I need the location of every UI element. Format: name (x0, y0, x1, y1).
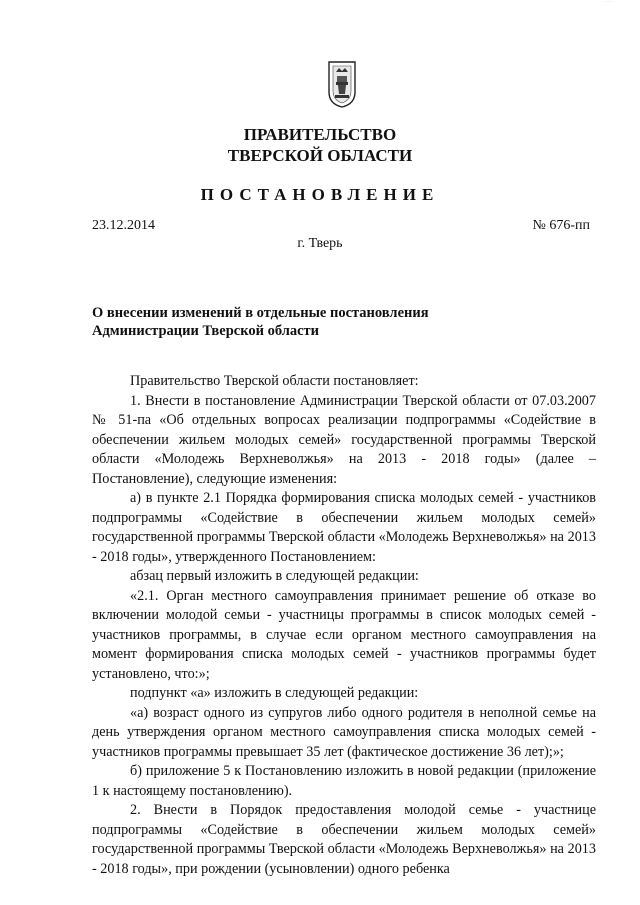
body-paragraph: «а) возраст одного из супругов либо одного родителя в неполной семье на день утверждения органом местного самоуправления списка молодых семей - участников программы превышает 35 лет (фактическое достижение 36 лет);»; (92, 704, 596, 760)
body-paragraph: б) приложение 5 к Постановлению изложить в новой редакции (приложение 1 к настоящему постановлению). (92, 763, 596, 799)
corner-mark: · · · · · · (604, 0, 614, 4)
body-paragraph: 1. Внести в постановление Администрации Тверской области от 07.03.2007 № 51-па «Об отдельных вопросах реализации подпрограммы «Содействие в обеспечении жильем молодых семей» государственной программы Тверской области «Молодежь Верхневолжья» на 2013 - 2018 годы» (далее – Постановление), следующие изменения: (92, 392, 596, 487)
government-name-line2: ТВЕРСКОЙ ОБЛАСТИ (227, 146, 413, 165)
subject-line2: Администрации Тверской области (92, 323, 320, 339)
document-body (92, 372, 596, 879)
government-name-line1: ПРАВИТЕЛЬСТВО (243, 125, 397, 144)
body-paragraph: 2. Внести в Порядок предоставления молодой семье - участнице подпрограммы «Содействие в обеспечении жильем молодых семей» государственной программы Тверской области «Молодежь Верхневолжья» на 2013 - 2018 годы», при рождении (усыновлении) одного ребенка (92, 802, 596, 877)
document-number: № 676-пп (532, 218, 590, 233)
coat-of-arms-icon (327, 58, 357, 108)
document-type-title: ПОСТАНОВЛЕНИЕ (200, 185, 440, 204)
document-city: г. Тверь (297, 236, 343, 251)
document-date: 23.12.2014 (92, 218, 155, 233)
document-subject (92, 304, 429, 340)
subject-line1: О внесении изменений в отдельные постановления (92, 305, 429, 321)
body-paragraph: подпункт «а» изложить в следующей редакции: (130, 685, 419, 701)
body-paragraph: «2.1. Орган местного самоуправления принимает решение об отказе во включении молодой семьи - участницы программы в список молодых семей - участников программы, в случае если органом местного самоуправления на момент формирования списка молодых семей - участников программы будет установлено, что:»; (92, 587, 596, 682)
body-paragraph: а) в пункте 2.1 Порядка формирования списка молодых семей - участников подпрограммы «Содействие в обеспечении жильем молодых семей» государственной программы Тверской области «Молодежь Верхневолжья» на 2013 - 2018 годы», утвержденного Постановлением: (92, 490, 596, 565)
body-paragraph: Правительство Тверской области постановляет: (130, 373, 419, 389)
body-paragraph: абзац первый изложить в следующей редакции: (130, 568, 419, 584)
